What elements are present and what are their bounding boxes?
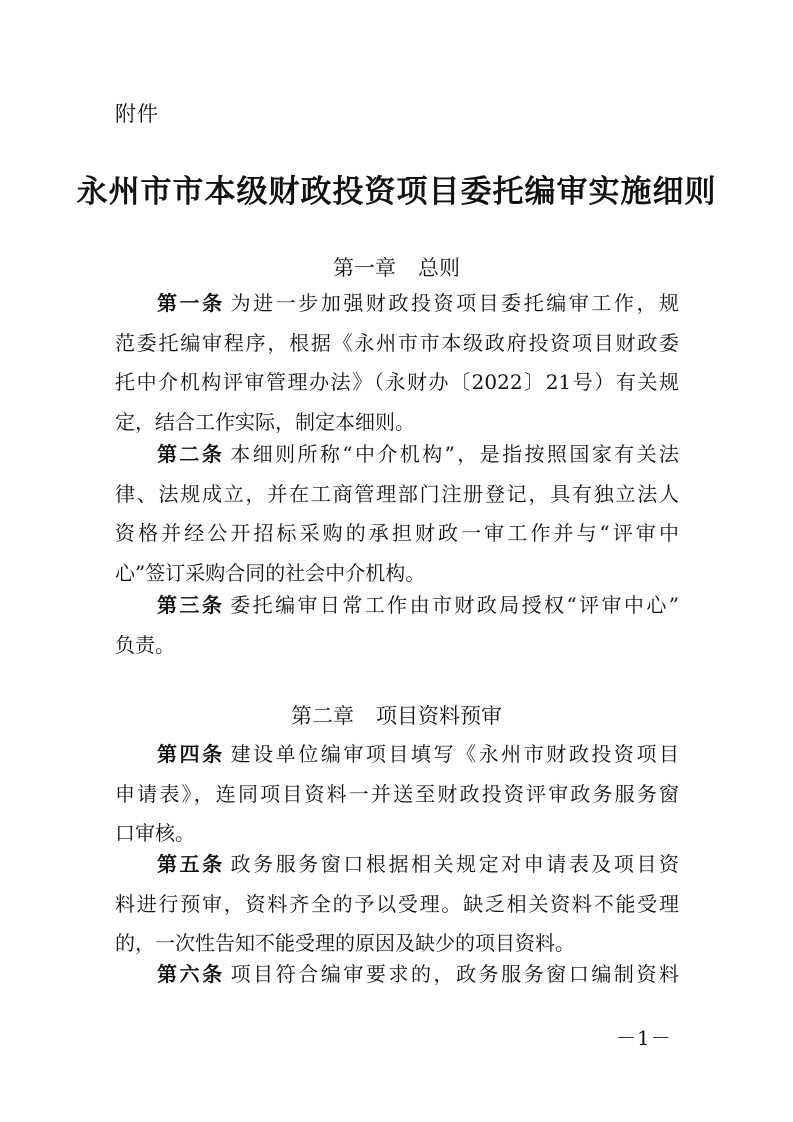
article-line: 负责。 xyxy=(115,632,175,657)
article-label: 第一条 xyxy=(157,291,225,315)
article-2 xyxy=(115,435,679,593)
chapter-name: 总则 xyxy=(418,256,460,280)
article-line: 资格并经公开招标采购的承担财政一审工作并与“评审中 xyxy=(115,521,679,545)
article-4 xyxy=(115,735,679,854)
article-line: 料进行预审，资料齐全的予以受理。缺乏相关资料不能受理 xyxy=(115,891,679,916)
article-text: 政务服务窗口根据相关规定对申请表及项目资 xyxy=(230,852,680,876)
article-5 xyxy=(115,845,679,964)
article-1 xyxy=(115,284,679,442)
article-line: 定，结合工作实际，制定本细则。 xyxy=(115,409,415,434)
article-3 xyxy=(115,586,679,665)
chapter-heading-2 xyxy=(0,700,793,730)
article-line xyxy=(115,586,679,626)
article-text: 委托编审日常工作由市财政局授权“评审中心” xyxy=(230,593,680,617)
article-line: 范委托编审程序，根据《永州市市本级政府投资项目财政委 xyxy=(115,330,679,355)
article-line: 托中介机构评审管理办法》（永财办〔2022〕21号）有关规 xyxy=(115,370,679,394)
article-line xyxy=(115,845,679,885)
chapter-number: 第二章 xyxy=(291,704,354,728)
article-6 xyxy=(115,955,679,995)
article-text: 为进一步加强财政投资项目委托编审工作，规 xyxy=(230,291,680,315)
article-line: 口审核。 xyxy=(115,821,195,845)
article-line: 律、法规成立，并在工商管理部门注册登记，具有独立法人 xyxy=(115,481,679,506)
article-line: 心”签订采购合同的社会中介机构。 xyxy=(115,560,426,585)
article-line: 的，一次性告知不能受理的原因及缺少的项目资料。 xyxy=(115,931,575,955)
article-text: 本细则所称“中介机构”，是指按照国家有关法 xyxy=(230,442,680,466)
article-line xyxy=(115,435,679,475)
article-text: 建设单位编审项目填写《永州市财政投资项目 xyxy=(230,742,680,766)
chapter-name: 项目资料预审 xyxy=(376,704,502,728)
article-label: 第二条 xyxy=(157,442,225,466)
article-label: 第三条 xyxy=(157,593,225,617)
article-line xyxy=(115,955,679,995)
article-line: 申请表》，连同项目资料一并送至财政投资评审政务服务窗 xyxy=(115,781,679,806)
article-line xyxy=(115,735,679,775)
article-label: 第五条 xyxy=(157,852,225,876)
chapter-heading-1 xyxy=(0,252,793,282)
article-text: 项目符合编审要求的，政务服务窗口编制资料 xyxy=(230,962,680,986)
attachment-label: 附件 xyxy=(115,102,159,126)
chapter-number: 第一章 xyxy=(333,256,396,280)
page-number: －1－ xyxy=(616,1026,672,1050)
article-label: 第四条 xyxy=(157,742,225,766)
article-label: 第六条 xyxy=(157,962,225,986)
article-line xyxy=(115,284,679,324)
document-title: 永州市市本级财政投资项目委托编审实施细则 xyxy=(76,174,717,210)
